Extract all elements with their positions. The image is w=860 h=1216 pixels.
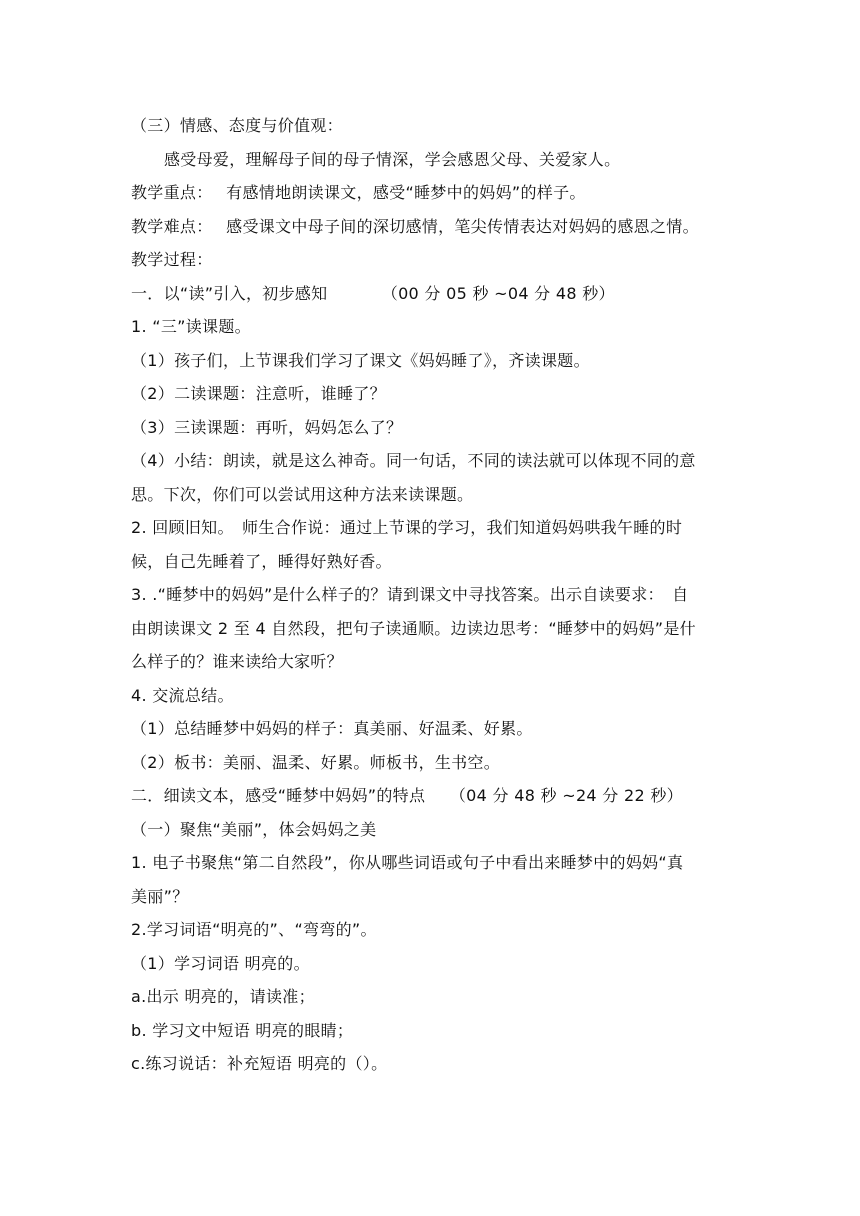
step-4-item-1: （1）总结睡梦中妈妈的样子：真美丽、好温柔、好累。: [131, 719, 533, 738]
step-1-heading: 1. “三”读课题。: [131, 317, 251, 336]
beauty-step-1-line-1: 1. 电子书聚焦“第二自然段”，你从哪些词语或句子中看出来睡梦中的妈妈“真: [131, 853, 684, 872]
beauty-step-2-item-a: a.出示 明亮的，请读准；: [131, 987, 315, 1006]
step-1-item-1: （1）孩子们，上节课我们学习了课文《妈妈睡了》，齐读课题。: [131, 350, 590, 370]
teaching-key-point: 教学重点： 有感情地朗读课文，感受“睡梦中的妈妈”的样子。: [131, 183, 586, 202]
beauty-step-2-item-1: （1）学习词语 明亮的。: [131, 953, 310, 973]
beauty-step-2-heading: 2.学习词语“明亮的”、“弯弯的”。: [131, 920, 377, 939]
step-2-line-2: 候，自己先睡着了，睡得好熟好香。: [131, 551, 392, 571]
step-4-item-2: （2）板书：美丽、温柔、好累。师板书，生书空。: [131, 752, 501, 772]
step-3-line-2: 由朗读课文 2 至 4 自然段，把句子读通顺。边读边思考：“睡梦中的妈妈”是什: [131, 618, 696, 638]
beauty-step-2-item-b: b. 学习文中短语 明亮的眼睛；: [131, 1020, 354, 1040]
beauty-step-1-line-2: 美丽”？: [131, 886, 189, 906]
teaching-process-heading: 教学过程：: [131, 250, 213, 269]
step-2-line-1: 2. 回顾旧知。 师生合作说：通过上节课的学习，我们知道妈妈哄我午睡的时: [131, 518, 683, 537]
step-1-item-3: （3）三读课题：再听，妈妈怎么了？: [131, 417, 403, 437]
paragraph-emotion-goal: 感受母爱，理解母子间的母子情深，学会感恩父母、关爱家人。: [164, 149, 621, 169]
part-two-heading: 二．细读文本，感受“睡梦中妈妈”的特点 （04 分 48 秒 ~24 分 22 秒）: [131, 786, 683, 805]
step-3-line-1: 3. .“睡梦中的妈妈”是什么样子的？请到课文中寻找答案。出示自读要求： 自: [131, 585, 689, 604]
step-3-line-3: 么样子的？谁来读给大家听？: [131, 652, 343, 671]
beauty-step-2-item-c: c.练习说话：补充短语 明亮的（）。: [131, 1054, 388, 1073]
step-1-item-4-line-2: 思。下次，你们可以尝试用这种方法来读课题。: [131, 484, 474, 504]
section-heading-emotion: （三）情感、态度与价值观：: [131, 116, 343, 135]
document-body: [131, 109, 731, 1081]
step-1-item-4-line-1: （4）小结：朗读，就是这么神奇。同一句话，不同的读法就可以体现不同的意: [131, 451, 696, 470]
step-4-heading: 4. 交流总结。: [131, 685, 234, 705]
part-one-heading: 一．以“读”引入，初步感知 （00 分 05 秒 ~04 分 48 秒）: [131, 283, 615, 303]
teaching-difficulty: 教学难点： 感受课文中母子间的深切感情，笔尖传情表达对妈妈的感恩之情。: [131, 216, 699, 236]
subsection-beauty-heading: （一）聚焦“美丽”，体会妈妈之美: [131, 819, 377, 839]
step-1-item-2: （2）二读课题：注意听，谁睡了？: [131, 384, 386, 403]
